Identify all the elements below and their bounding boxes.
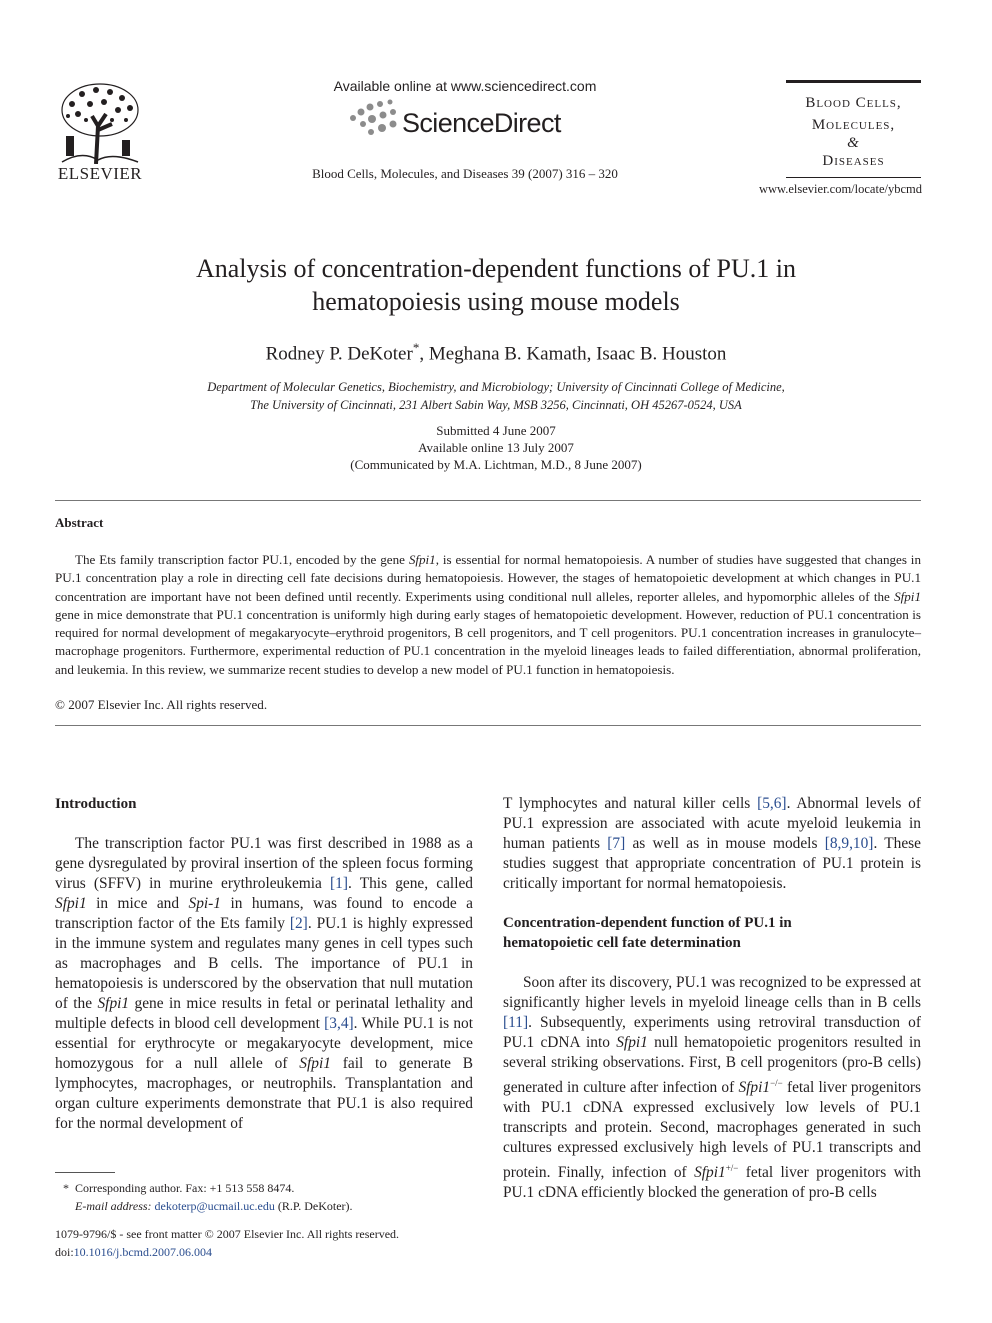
section-heading-concentration: [503, 913, 921, 953]
footnote-email-line: [55, 1197, 475, 1215]
footnote-mark: *: [63, 1181, 69, 1195]
body-column-left: [55, 834, 473, 1134]
citation-link[interactable]: [11]: [503, 1014, 529, 1031]
available-online-text[interactable]: Available online at www.sciencedirect.com: [333, 78, 597, 94]
footnote-line: [55, 1179, 475, 1197]
corresponding-author-footnote: [55, 1179, 475, 1215]
citation-link[interactable]: [3,4]: [324, 1015, 354, 1032]
body-column-right-continued: [503, 973, 921, 1203]
issn-line: 1079-9796/$ - see front matter © 2007 Elsevier Inc. All rights reserved.: [55, 1227, 400, 1241]
title-line: Analysis of concentration-dependent functions of PU.1 in: [195, 254, 797, 283]
abstract-body: [55, 551, 921, 679]
abstract-paragraph: The Ets family transcription factor PU.1, encoded by the gene Sfpi1, is essential for normal hematopoiesis. A number of studies have suggested that changes in PU.1 concentration play a role in directing cell fate decisions during hematopoiesis. However, the stages of hematopoietic development at which changes in PU.1 concentration are important have not been defined until recently. Experiments using conditional null alleles, reporter alleles, and hypomorphic alleles of the Sfpi1 gene in mice demonstrate that PU.1 concentration is uniformly high during early stages of hematopoietic development. However, reduction of PU.1 concentration is required for normal development of megakaryocyte–erythroid progenitors, B cell progenitors, and T cell progenitors. PU.1 concentration increases in granulocyte–macrophage progenitors. Furthermore, experimental reduction of PU.1 concentration in the myeloid lineages leads to failed differentiation, abnormal proliferation, and leukemia. In this review, we summarize recent studies to develop a new model of PU.1 function in hematopoiesis.: [55, 552, 921, 677]
journal-url-link[interactable]: www.elsevier.com/locate/ybcmd: [758, 182, 922, 196]
journal-name-box: [786, 80, 921, 178]
affiliation: [100, 378, 892, 414]
article-title: [100, 252, 892, 318]
tree-icon: [52, 80, 148, 164]
author-list: [100, 340, 892, 365]
email-label: E-mail address:: [75, 1199, 152, 1213]
sciencedirect-wordmark[interactable]: ScienceDirect: [402, 108, 561, 138]
email-link[interactable]: dekoterp@ucmail.uc.edu: [154, 1199, 275, 1213]
citation-link[interactable]: [1]: [330, 875, 348, 892]
submitted-date: Submitted 4 June 2007: [436, 423, 556, 438]
publisher-name: ELSEVIER: [57, 164, 143, 183]
heading-line: hematopoietic cell fate determination: [503, 935, 741, 951]
citation-link[interactable]: [8,9,10]: [824, 835, 874, 852]
journal-rule-bottom: [786, 177, 921, 178]
affiliation-line: Department of Molecular Genetics, Biochemistry, and Microbiology; University of Cincinnati College of Medicine,: [207, 380, 785, 394]
journal-name-line: Diseases: [822, 153, 885, 169]
email-suffix: (R.P. DeKoter).: [277, 1199, 353, 1213]
doi-prefix: doi:: [55, 1245, 74, 1259]
body-paragraph: T lymphocytes and natural killer cells [5,6]. Abnormal levels of PU.1 expression are associated with acute myeloid leukemia in human patients [7] as well as in mouse models [8,9,10]. These studies suggest that appropriate concentration of PU.1 protein is critically important for normal hematopoiesis.: [503, 795, 922, 892]
doi-line: [55, 1243, 475, 1261]
author-name[interactable]: Rodney P. DeKoter: [265, 343, 413, 365]
citation-link[interactable]: [5,6]: [757, 795, 787, 812]
communicated-note: (Communicated by M.A. Lichtman, M.D., 8 June 2007): [350, 457, 642, 472]
citation-link[interactable]: [2]: [289, 915, 308, 932]
journal-citation: Blood Cells, Molecules, and Diseases 39 (2007) 316 – 320: [312, 166, 618, 181]
divider: [55, 725, 921, 726]
body-paragraph: The transcription factor PU.1 was first described in 1988 as a gene dysregulated by proviral insertion of the spleen focus forming virus (SFFV) in murine erythroleukemia [1]. This gene, called Sfpi1 in mice and Spi-1 in humans, was found to encode a transcription factor of the Ets family [2]. PU.1 is highly expressed in the immune system and regulates many genes in cell types such as macrophages and B cells. The importance of PU.1 in hematopoiesis is underscored by the observation that null mutation of the Sfpi1 gene in mice results in fetal or perinatal lethality and multiple defects in blood cell development [3,4]. While PU.1 is not essential for erythrocyte or megakaryocyte development, mice homozygous for a null allele of Sfpi1 fail to generate B lymphocytes, macrophages, or neutrophils. Transplantation and organ culture experiments demonstrate that PU.1 is also required for the normal development of: [55, 835, 474, 1132]
sciencedirect-dots-icon: [345, 98, 405, 140]
abstract-copyright: © 2007 Elsevier Inc. All rights reserved.: [55, 697, 268, 712]
title-line: hematopoiesis using mouse models: [312, 287, 680, 316]
body-paragraph: Soon after its discovery, PU.1 was recognized to be expressed at significantly higher levels in myeloid lineage cells than in B cells [11]. Subsequently, experiments using retroviral transduction of PU.1 cDNA into Sfpi1 null hematopoietic progenitors resulted in several striking observations. First, B cell progenitors (pro-B cells) generated in culture after infection of Sfpi1−/− fetal liver progenitors with PU.1 cDNA expressed exclusively low levels of PU.1 transcripts and protein. Second, macrophages generated in such cultures expressed exclusively high levels of PU.1 transcripts and protein. Finally, infection of Sfpi1+/− fetal liver progenitors with PU.1 cDNA efficiently blocked the generation of pro-B cells: [503, 974, 922, 1202]
footnote-rule: [55, 1172, 115, 1173]
affiliation-line: The University of Cincinnati, 231 Albert Sabin Way, MSB 3256, Cincinnati, OH 45267-0524, USA: [250, 398, 742, 412]
journal-rule-top: [786, 80, 921, 83]
author-names: , Meghana B. Kamath, Isaac B. Houston: [419, 343, 727, 365]
divider: [55, 500, 921, 501]
issn-block: [55, 1225, 475, 1261]
doi-link[interactable]: 10.1016/j.bcmd.2007.06.004: [73, 1245, 212, 1259]
corresponding-author-mark[interactable]: *: [412, 340, 420, 355]
section-heading-introduction: Introduction: [55, 796, 137, 812]
article-dates: [100, 422, 892, 473]
journal-name-line: &: [847, 135, 860, 151]
citation-link[interactable]: [7]: [607, 835, 626, 852]
journal-name-line: Blood Cells,: [805, 95, 902, 111]
journal-name-line: Molecules,: [811, 117, 896, 133]
abstract-heading: Abstract: [55, 515, 104, 530]
available-date: Available online 13 July 2007: [418, 440, 574, 455]
body-column-right: [503, 794, 921, 894]
footnote-fax: Corresponding author. Fax: +1 513 558 8474.: [75, 1181, 295, 1195]
heading-line: Concentration-dependent function of PU.1 in: [503, 915, 792, 931]
